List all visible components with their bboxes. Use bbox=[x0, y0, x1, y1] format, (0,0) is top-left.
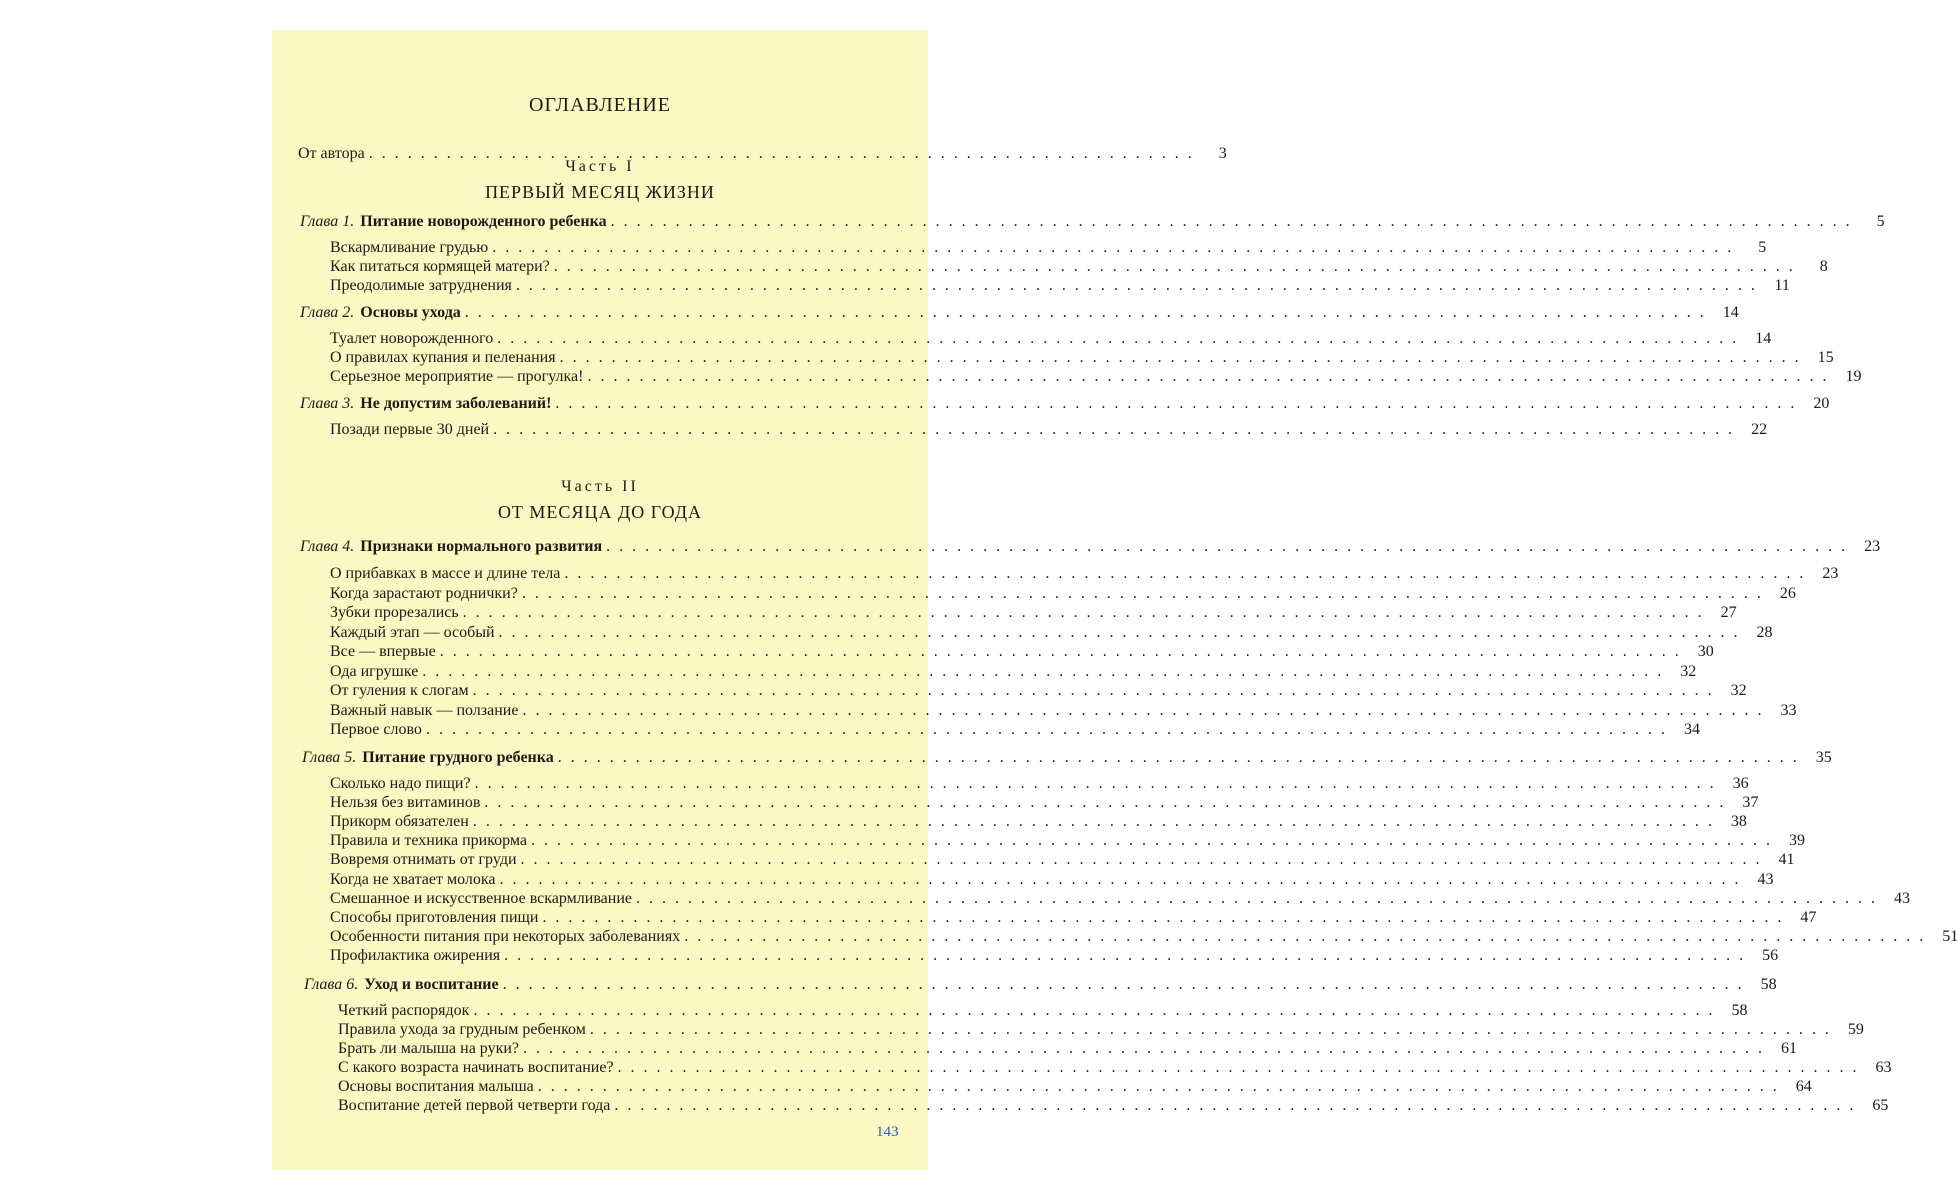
dot-leader: ................................................................................................ bbox=[553, 258, 1802, 275]
part-label: Часть I bbox=[565, 158, 635, 175]
entry-label: Правила и техника прикорма bbox=[330, 832, 528, 849]
page-ref: 38 bbox=[1730, 813, 1747, 830]
dot-leader: ................................................................................................ bbox=[606, 538, 1855, 555]
entry-label: Когда не хватает молока bbox=[330, 871, 496, 888]
entry-label: Особенности питания при некоторых заболеваниях bbox=[330, 928, 681, 945]
dot-leader: ................................................................................................ bbox=[520, 851, 1769, 868]
entry-label: Позади первые 30 дней bbox=[330, 421, 490, 438]
page-ref: 47 bbox=[1800, 909, 1817, 926]
entry-label: Зубки прорезались bbox=[330, 604, 459, 621]
dot-leader: ................................................................................................ bbox=[497, 330, 1746, 347]
entry-label: Брать ли малыша на руки? bbox=[338, 1040, 520, 1057]
dot-leader: ................................................................................................ bbox=[564, 565, 1813, 582]
page-ref: 56 bbox=[1762, 947, 1779, 964]
toc-entry-section bbox=[330, 848, 1795, 870]
entry-label: Вовремя отнимать от груди bbox=[330, 851, 517, 868]
entry-label: Способы приготовления пищи bbox=[330, 909, 539, 926]
part-label: Часть II bbox=[561, 478, 639, 495]
chapter-prefix: Глава 4. bbox=[300, 538, 355, 555]
entry-label: Ода игрушке bbox=[330, 663, 419, 680]
page-ref: 63 bbox=[1875, 1059, 1892, 1076]
dot-leader: ................................................................................................ bbox=[464, 304, 1713, 321]
toc-entry-chapter bbox=[302, 746, 1832, 768]
entry-label: Правила ухода за грудным ребенком bbox=[338, 1021, 586, 1038]
chapter-title: Не допустим заболеваний! bbox=[360, 395, 552, 412]
page-ref: 32 bbox=[1730, 682, 1747, 699]
entry-label: Серьезное мероприятие — прогулка! bbox=[330, 368, 584, 385]
dot-leader: ................................................................................................ bbox=[555, 395, 1804, 412]
page-ref: 11 bbox=[1774, 277, 1790, 294]
page-ref: 26 bbox=[1779, 585, 1796, 602]
entry-label: Первое слово bbox=[330, 721, 422, 738]
toc-entry-chapter bbox=[300, 210, 1885, 232]
dot-leader: ................................................................................................ bbox=[515, 277, 1764, 294]
page-number: 143 bbox=[876, 1124, 899, 1140]
toc-entry-chapter bbox=[300, 392, 1830, 414]
part-title: ОТ МЕСЯЦА ДО ГОДА bbox=[497, 502, 703, 522]
entry-label: Профилактика ожирения bbox=[330, 947, 501, 964]
chapter-prefix: Глава 3. bbox=[300, 395, 355, 412]
chapter-title: Основы ухода bbox=[360, 304, 461, 321]
dot-leader: ................................................................ bbox=[368, 145, 1201, 162]
dot-leader: ................................................................................................ bbox=[531, 832, 1780, 849]
chapter-prefix: Глава 1. bbox=[300, 213, 355, 230]
entry-label: Воспитание детей первой четверти года bbox=[338, 1097, 611, 1114]
page-ref: 58 bbox=[1731, 1002, 1748, 1019]
entry-label: Все — впервые bbox=[330, 643, 436, 660]
dot-leader: ................................................................................................ bbox=[537, 1078, 1786, 1095]
page-ref: 58 bbox=[1760, 976, 1777, 993]
chapter-prefix: Глава 5. bbox=[302, 749, 357, 766]
dot-leader: ................................................................................................ bbox=[502, 976, 1751, 993]
toc-entry-chapter bbox=[300, 535, 1881, 557]
chapter-title: Признаки нормального развития bbox=[360, 538, 603, 555]
page-ref: 43 bbox=[1894, 890, 1910, 907]
part-title: ПЕРВЫЙ МЕСЯЦ ЖИЗНИ bbox=[485, 182, 715, 202]
entry-label: О правилах купания и пеленания bbox=[330, 349, 556, 366]
toc-entry-section bbox=[330, 365, 1862, 387]
page-ref: 23 bbox=[1864, 538, 1881, 555]
page-ref: 65 bbox=[1872, 1097, 1889, 1114]
page-ref: 3 bbox=[1218, 145, 1227, 162]
entry-label: Когда зарастают роднички? bbox=[330, 585, 518, 602]
toc-entry-section bbox=[330, 718, 1700, 740]
page-ref: 19 bbox=[1845, 368, 1862, 385]
dot-leader: ................................................................................................ bbox=[492, 239, 1741, 256]
entry-label: Смешанное и искусственное вскармливание bbox=[330, 890, 632, 907]
entry-label: Нельзя без витаминов bbox=[330, 794, 481, 811]
entry-label: От гуления к слогам bbox=[330, 682, 469, 699]
page-ref: 14 bbox=[1755, 330, 1772, 347]
page-ref: 36 bbox=[1732, 775, 1749, 792]
toc-entry-chapter bbox=[304, 973, 1777, 995]
page-ref: 15 bbox=[1817, 349, 1834, 366]
dot-leader: ................................................................................................ bbox=[504, 947, 1753, 964]
dot-leader: ................................................................................................ bbox=[473, 1002, 1722, 1019]
chapter-title: Питание новорожденного ребенка bbox=[360, 213, 607, 230]
entry-label: Основы воспитания малыша bbox=[338, 1078, 534, 1095]
dot-leader: ................................................................................................ bbox=[610, 213, 1859, 230]
entry-label: Преодолимые затруднения bbox=[330, 277, 512, 294]
dot-leader: ................................................................................................ bbox=[462, 604, 1711, 621]
page-ref: 64 bbox=[1795, 1078, 1812, 1095]
dot-leader: ................................................................................................ bbox=[498, 624, 1747, 641]
page-ref: 37 bbox=[1742, 794, 1759, 811]
dot-leader: ................................................................................................ bbox=[493, 421, 1742, 438]
page-ref: 61 bbox=[1781, 1040, 1798, 1057]
dot-leader: ................................................................................................ bbox=[542, 909, 1791, 926]
chapter-prefix: Глава 2. bbox=[300, 304, 355, 321]
entry-label bbox=[300, 394, 551, 414]
entry-label: Четкий распорядок bbox=[338, 1002, 470, 1019]
toc-entry-section bbox=[330, 944, 1779, 966]
dot-leader: ................................................................................................ bbox=[474, 775, 1723, 792]
dot-leader: ................................................................................................ bbox=[523, 1040, 1772, 1057]
entry-label: Прикорм обязателен bbox=[330, 813, 469, 830]
dot-leader: ................................................................................................ bbox=[472, 813, 1721, 830]
entry-label bbox=[300, 303, 461, 323]
entry-label: С какого возраста начинать воспитание? bbox=[338, 1059, 614, 1076]
entry-label: Туалет новорожденного bbox=[330, 330, 494, 347]
page-ref: 41 bbox=[1778, 851, 1795, 868]
dot-leader: ................................................................................................ bbox=[557, 749, 1806, 766]
chapter-prefix: Глава 6. bbox=[304, 976, 359, 993]
page-ref: 28 bbox=[1756, 624, 1773, 641]
page-ref: 39 bbox=[1789, 832, 1806, 849]
entry-label: Сколько надо пищи? bbox=[330, 775, 471, 792]
page-ref: 20 bbox=[1813, 395, 1830, 412]
page-ref: 51 bbox=[1942, 928, 1958, 945]
toc-entry-section bbox=[330, 601, 1737, 623]
entry-label: От автора bbox=[298, 145, 365, 162]
dot-leader: ................................................................................................ bbox=[559, 349, 1808, 366]
toc-entry-section bbox=[330, 679, 1747, 701]
toc-entry-chapter bbox=[300, 301, 1739, 323]
dot-leader: ................................................................................................ bbox=[614, 1097, 1863, 1114]
dot-leader: ................................................................................................ bbox=[617, 1059, 1866, 1076]
page-ref: 35 bbox=[1815, 749, 1832, 766]
dot-leader: ................................................................................................ bbox=[587, 368, 1836, 385]
dot-leader: ................................................................................................ bbox=[484, 794, 1733, 811]
toc-entry-section bbox=[338, 1094, 1889, 1116]
entry-label: О прибавках в массе и длине тела bbox=[330, 565, 561, 582]
toc-entry-section bbox=[330, 640, 1714, 662]
dot-leader: ................................................................................................ bbox=[521, 585, 1770, 602]
page-ref: 22 bbox=[1751, 421, 1768, 438]
page-ref: 8 bbox=[1819, 258, 1828, 275]
toc-title: ОГЛАВЛЕНИЕ bbox=[529, 94, 671, 116]
entry-label bbox=[302, 748, 554, 768]
dot-leader: ................................................................................................ bbox=[499, 871, 1748, 888]
entry-label bbox=[304, 975, 499, 995]
dot-leader: ................................................................................................ bbox=[522, 702, 1771, 719]
dot-leader: ................................................................................................ bbox=[439, 643, 1688, 660]
entry-label bbox=[300, 212, 607, 232]
entry-label: Важный навык — ползание bbox=[330, 702, 519, 719]
page-ref: 14 bbox=[1722, 304, 1739, 321]
dot-leader: ................................................................................................ bbox=[589, 1021, 1838, 1038]
dot-leader: ................................................................................................ bbox=[422, 663, 1671, 680]
book-page bbox=[272, 30, 1958, 1170]
page-ref: 5 bbox=[1758, 239, 1767, 256]
page-ref: 27 bbox=[1720, 604, 1737, 621]
toc-entry-section bbox=[330, 274, 1790, 296]
entry-label: Как питаться кормящей матери? bbox=[330, 258, 550, 275]
page-ref: 30 bbox=[1697, 643, 1714, 660]
page-ref: 23 bbox=[1822, 565, 1839, 582]
dot-leader: ................................................................................................ bbox=[684, 928, 1933, 945]
dot-leader: ................................................................................................ bbox=[472, 682, 1721, 699]
chapter-title: Уход и воспитание bbox=[364, 976, 499, 993]
chapter-title: Питание грудного ребенка bbox=[362, 749, 554, 766]
dot-leader: ................................................................................................ bbox=[425, 721, 1674, 738]
page-ref: 34 bbox=[1683, 721, 1700, 738]
entry-label: Вскармливание грудью bbox=[330, 239, 489, 256]
dot-leader: ................................................................................................ bbox=[636, 890, 1884, 907]
page-ref: 32 bbox=[1680, 663, 1697, 680]
entry-label: Каждый этап — особый bbox=[330, 624, 495, 641]
toc-entry-section bbox=[330, 418, 1768, 440]
entry-label bbox=[300, 537, 602, 557]
page-ref: 33 bbox=[1780, 702, 1797, 719]
toc-entry-section bbox=[330, 562, 1839, 584]
page-ref: 5 bbox=[1876, 213, 1885, 230]
page-ref: 43 bbox=[1757, 871, 1774, 888]
page-ref: 59 bbox=[1847, 1021, 1864, 1038]
